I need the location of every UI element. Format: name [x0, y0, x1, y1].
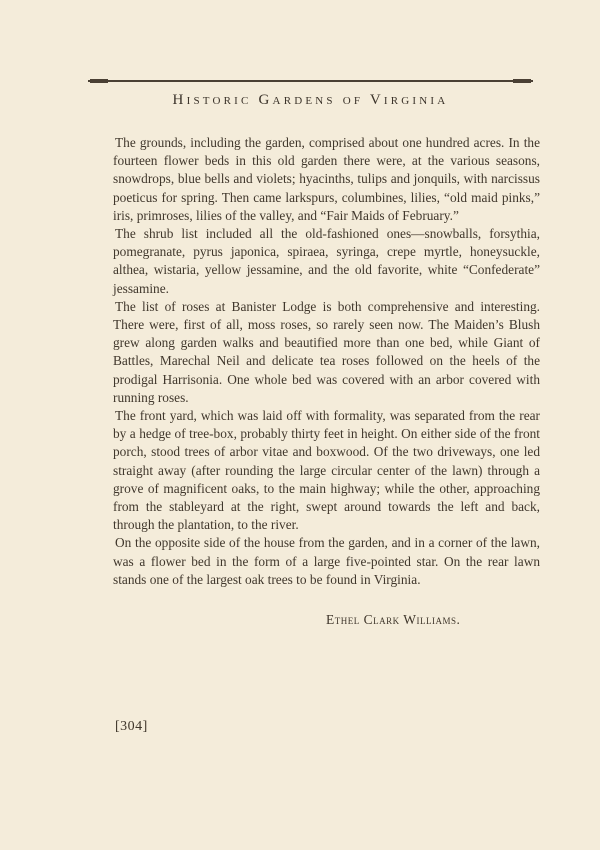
- paragraph: The list of roses at Banister Lodge is both comprehensive and interesting. There were, first of all, moss roses, so rarely seen now. The Maiden’s Blush grew along garden walks and beautified more than one bed, while Giant of Battles, Marechal Neil and delicate tea roses followed on the heels of the prodigal Harrisonia. One whole bed was covered with an arbor covered with running roses.: [113, 298, 540, 405]
- paragraph: The front yard, which was laid off with formality, was separated from the rear by a hedge of tree-box, probably thirty feet in height. On either side of the front porch, stood trees of arbor vitae and boxwood. Of the two driveways, one led straight away (after rounding the large circular center of the lawn) through a grove of magnificent oaks, to the main highway; while the other, approaching from the stableyard at the right, swept around towards the left and back, through the plantation, to the river.: [113, 408, 540, 533]
- paragraph: The grounds, including the garden, comprised about one hundred acres. In the fourteen flower beds in this old garden there were, at the various seasons, snowdrops, blue bells and violets; hyacinths, tulips and jonquils, with narcissus poeticus for spring. Then came larkspurs, columbines, lilies, “old maid pinks,” iris, primroses, lilies of the valley, and “Fair Maids of February.”: [113, 135, 540, 223]
- paragraph: The shrub list included all the old-fashioned ones—snowballs, forsythia, pomegranate, pyrus japonica, spiraea, syringa, crepe myrtle, honeysuckle, althea, wistaria, yellow jessamine, and the old favorite, white “Confederate” jessamine.: [113, 226, 540, 296]
- body-text: [113, 134, 540, 589]
- running-head-title: Historic Gardens of Virginia: [172, 92, 449, 108]
- page-number: [304]: [115, 719, 148, 734]
- author-signature: Ethel Clark Williams.: [326, 612, 461, 627]
- ornamental-header-rule: [88, 79, 533, 83]
- paragraph: On the opposite side of the house from the garden, and in a corner of the lawn, was a flower bed in the form of a large five-pointed star. On the rear lawn stands one of the largest oak trees to be found in Virginia.: [113, 535, 540, 587]
